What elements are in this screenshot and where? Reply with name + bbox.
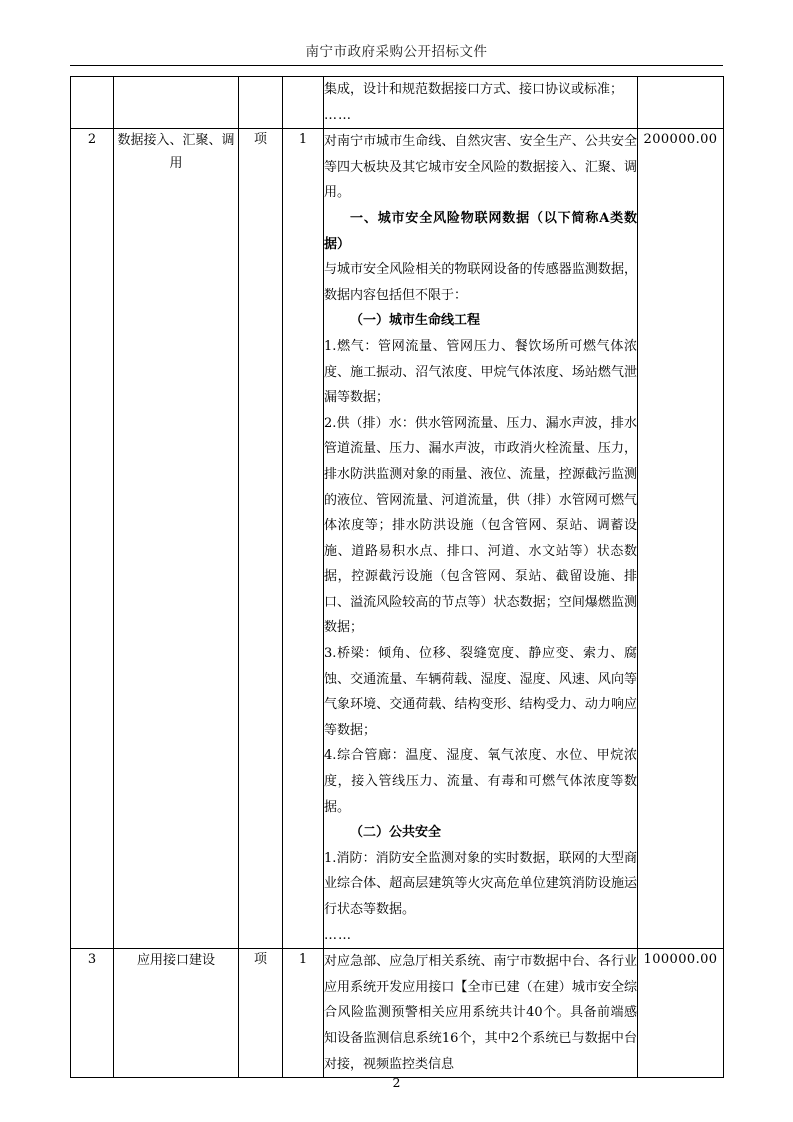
cell-item-price: 200000.00 xyxy=(638,129,724,949)
cell-item-qty xyxy=(283,77,324,129)
table-row xyxy=(71,949,724,1078)
cell-item-unit: 项 xyxy=(239,949,283,1078)
desc-paragraph: 1.燃气：管网流量、管网压力、餐饮场所可燃气体浓度、施工振动、沼气浓度、甲烷气体浓度、场站燃气泄漏等数据； xyxy=(324,338,637,406)
desc-paragraph: 3.桥梁：倾角、位移、裂缝宽度、静应变、索力、腐蚀、交通流量、车辆荷载、湿度、湿度、风速、风向等气象环境、交通荷载、结构变形、结构受力、动力响应等数据； xyxy=(324,646,637,738)
desc-subheading-one: （一）城市生命线工程 xyxy=(350,313,481,329)
cell-item-description xyxy=(324,129,638,949)
cell-item-no: 3 xyxy=(71,949,114,1078)
table-row xyxy=(71,129,724,949)
desc-paragraph: 对南宁市城市生命线、自然灾害、安全生产、公共安全等四大板块及其它城市安全风险的数据接入、汇聚、调用。 xyxy=(324,134,637,201)
desc-ellipsis: …… xyxy=(324,107,352,123)
cell-item-name: 应用接口建设 xyxy=(114,949,239,1078)
cell-item-price: 100000.00 xyxy=(638,949,724,1078)
cell-item-qty: 1 xyxy=(283,949,324,1078)
procurement-items-table xyxy=(70,76,724,1078)
cell-item-no xyxy=(71,77,114,129)
desc-paragraph: 4.综合管廊：温度、湿度、氧气浓度、水位、甲烷浓度，接入管线压力、流量、有毒和可燃气体浓度等数据。 xyxy=(324,748,637,815)
desc-paragraph: 2.供（排）水：供水管网流量、压力、漏水声波，排水管道流量、压力、漏水声波，市政消火栓流量、压力，排水防洪监测对象的雨量、液位、流量，控源截污监测的液位、管网流量、河道流量，供（排）水管网可燃气体浓度等；排水防洪设施（包含管网、泵站、调蓄设施、道路易积水点、排口、河道、水文站等）状态数据，控源截污设施（包含管网、泵站、截留设施、排口、溢流风险较高的节点等）状态数据；空间爆燃监测数据； xyxy=(324,415,637,636)
cell-item-name: 数据接入、汇聚、调用 xyxy=(114,129,239,949)
desc-paragraph: 对应急部、应急厅相关系统、南宁市数据中台、各行业应用系统开发应用接口【全市已建（在建）城市安全综合风险监测预警相关应用系统共计40个。具备前端感知设备监测信息系统16个，其中2个系统已与数据中台对接，视频监控类信息 xyxy=(324,954,637,1072)
page-number: 2 xyxy=(392,1075,401,1090)
desc-ellipsis: …… xyxy=(324,927,352,943)
cell-item-name xyxy=(114,77,239,129)
desc-heading-a: 一、城市安全风险物联网数据（以下简称A类数据） xyxy=(324,210,637,252)
desc-paragraph: 与城市安全风险相关的物联网设备的传感器监测数据，数据内容包括但不限于： xyxy=(324,262,637,303)
cell-item-description xyxy=(324,949,638,1078)
running-header-title: 南宁市政府采购公开招标文件 xyxy=(305,44,488,60)
cell-item-description xyxy=(324,77,638,129)
cell-item-unit xyxy=(239,77,283,129)
cell-item-price xyxy=(638,77,724,129)
desc-paragraph: 集成，设计和规范数据接口方式、接口协议或标准； xyxy=(324,82,624,97)
header-divider-rule xyxy=(70,65,723,66)
cell-item-no: 2 xyxy=(71,129,114,949)
desc-paragraph: 1.消防：消防安全监测对象的实时数据，联网的大型商业综合体、超高层建筑等火灾高危单位建筑消防设施运行状态等数据。 xyxy=(324,850,637,917)
cell-item-qty: 1 xyxy=(283,129,324,949)
table-row xyxy=(71,77,724,129)
desc-subheading-two: （二）公共安全 xyxy=(350,825,442,841)
cell-item-unit: 项 xyxy=(239,129,283,949)
